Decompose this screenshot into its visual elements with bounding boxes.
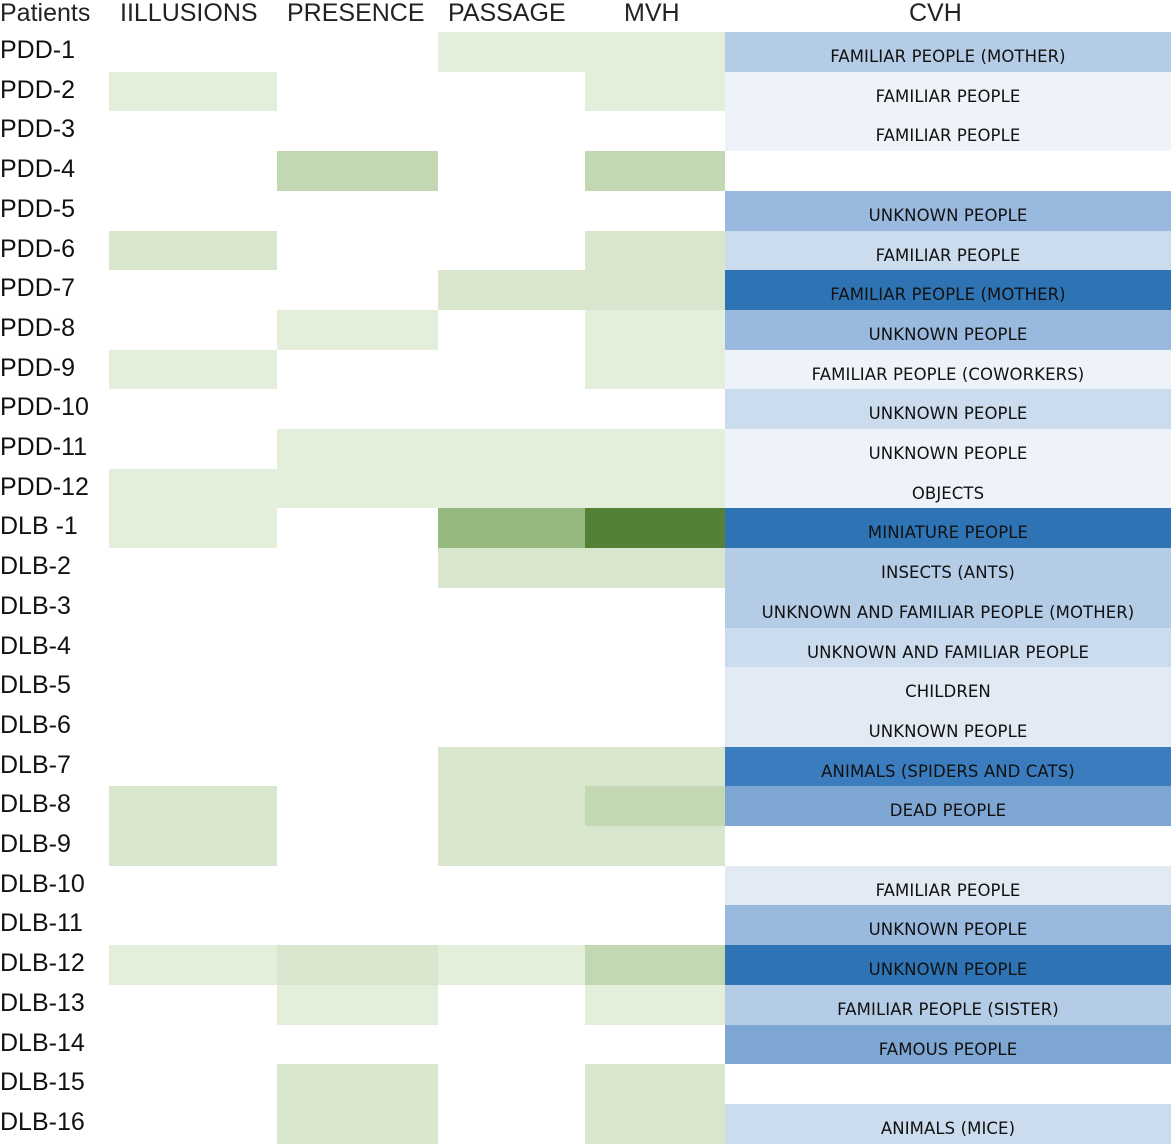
heatmap-cell-mvh (585, 588, 725, 628)
heatmap-cell-passage (438, 786, 585, 826)
heatmap-cell-iillusions (109, 548, 277, 588)
cvh-label: FAMILIAR PEOPLE (875, 880, 1021, 900)
heatmap-cell-mvh (585, 707, 725, 747)
heatmap-cell-passage (438, 389, 585, 429)
heatmap-cell-mvh (585, 508, 725, 548)
heatmap-cell-mvh (585, 945, 725, 985)
heatmap-cell-presence (277, 508, 438, 548)
heatmap-cell-presence (277, 826, 438, 866)
heatmap-cell-cvh (725, 151, 1171, 191)
heatmap-cell-mvh (585, 866, 725, 906)
heatmap-cell-passage (438, 111, 585, 151)
row-label: DLB-12 (0, 949, 85, 978)
row-label: PDD-12 (0, 472, 89, 501)
heatmap-cell-presence (277, 429, 438, 469)
heatmap-cell-presence (277, 1064, 438, 1104)
cvh-label: UNKNOWN PEOPLE (868, 721, 1028, 741)
row-label: DLB-14 (0, 1028, 85, 1057)
row-label: PDD-2 (0, 75, 76, 104)
row-label: DLB-8 (0, 790, 71, 819)
heatmap-cell-iillusions (109, 985, 277, 1025)
heatmap-cell-presence (277, 72, 438, 112)
row-label: PDD-1 (0, 36, 76, 64)
row-label: PDD-5 (0, 194, 76, 223)
heatmap-cell-passage (438, 548, 585, 588)
cvh-label: UNKNOWN PEOPLE (868, 404, 1028, 424)
heatmap-cell-presence (277, 1104, 438, 1144)
cvh-label: FAMILIAR PEOPLE (SISTER) (837, 999, 1059, 1019)
row-label: PDD-9 (0, 353, 76, 382)
heatmap-cell-presence (277, 945, 438, 985)
row-label: DLB-6 (0, 710, 71, 739)
heatmap-cell-iillusions (109, 231, 277, 271)
heatmap-cell-presence (277, 786, 438, 826)
cvh-label: UNKNOWN AND FAMILIAR PEOPLE (MOTHER) (761, 602, 1135, 622)
row-label: DLB-9 (0, 830, 71, 858)
heatmap-cell-iillusions (109, 588, 277, 628)
header-mvh: MVH (624, 0, 680, 27)
heatmap-cell-mvh (585, 667, 725, 707)
heatmap-cell-iillusions (109, 826, 277, 866)
header-cvh: CVH (909, 0, 962, 27)
row-label: DLB-15 (0, 1068, 85, 1097)
heatmap-cell-iillusions (109, 270, 277, 310)
heatmap-cell-passage (438, 270, 585, 310)
heatmap-cell-presence (277, 667, 438, 707)
heatmap-cell-mvh (585, 826, 725, 866)
heatmap-cell-presence (277, 469, 438, 509)
heatmap-cell-mvh (585, 151, 725, 191)
heatmap-cell-passage (438, 191, 585, 231)
heatmap-cell-iillusions (109, 72, 277, 112)
cvh-label: UNKNOWN PEOPLE (868, 444, 1028, 463)
heatmap-cell-mvh (585, 1104, 725, 1144)
cvh-label: UNKNOWN PEOPLE (868, 960, 1028, 980)
heatmap-cell-mvh (585, 747, 725, 787)
row-label: PDD-6 (0, 234, 76, 263)
row-label: PDD-4 (0, 155, 76, 184)
heatmap-cell-presence (277, 866, 438, 906)
heatmap-cell-mvh (585, 310, 725, 350)
cvh-label: FAMILIAR PEOPLE (875, 126, 1021, 146)
heatmap-cell-presence (277, 1025, 438, 1065)
header-passage: PASSAGE (448, 0, 566, 27)
row-label: DLB-10 (0, 869, 85, 898)
heatmap-cell-passage (438, 866, 585, 906)
heatmap-cell-mvh (585, 389, 725, 429)
cvh-label: FAMILIAR PEOPLE (MOTHER) (830, 285, 1066, 305)
cvh-label: FAMILIAR PEOPLE (875, 86, 1021, 106)
heatmap-cell-presence (277, 151, 438, 191)
heatmap-cell-iillusions (109, 111, 277, 151)
heatmap-cell-iillusions (109, 905, 277, 945)
header-illusions: IILLUSIONS (120, 0, 258, 27)
heatmap-cell-passage (438, 985, 585, 1025)
cvh-label: FAMILIAR PEOPLE (COWORKERS) (811, 364, 1085, 384)
heatmap-cell-passage (438, 707, 585, 747)
header-presence: PRESENCE (287, 0, 425, 27)
heatmap-cell-passage (438, 628, 585, 668)
heatmap-cell-cvh (725, 1064, 1171, 1104)
heatmap-cell-passage (438, 905, 585, 945)
row-label: DLB-5 (0, 671, 71, 700)
cvh-label: MINIATURE PEOPLE (867, 523, 1029, 543)
row-label: PDD-10 (0, 393, 89, 422)
row-label: DLB-11 (0, 909, 83, 938)
heatmap-cell-presence (277, 905, 438, 945)
heatmap-cell-passage (438, 350, 585, 390)
heatmap-cell-mvh (585, 350, 725, 390)
row-label: DLB-16 (0, 1107, 85, 1136)
heatmap-cell-iillusions (109, 32, 277, 72)
row-label: PDD-8 (0, 313, 76, 342)
heatmap-cell-mvh (585, 72, 725, 112)
heatmap-cell-iillusions (109, 1064, 277, 1104)
cvh-label: FAMILIAR PEOPLE (MOTHER) (830, 47, 1066, 66)
row-label: DLB-4 (0, 631, 71, 660)
cvh-label: OBJECTS (911, 483, 985, 503)
heatmap-cell-mvh (585, 1025, 725, 1065)
heatmap-cell-passage (438, 1104, 585, 1144)
row-label: PDD-3 (0, 115, 76, 144)
heatmap-cell-passage (438, 1025, 585, 1065)
heatmap-cell-presence (277, 191, 438, 231)
heatmap-cell-mvh (585, 191, 725, 231)
heatmap-cell-presence (277, 985, 438, 1025)
cvh-label: DEAD PEOPLE (889, 801, 1007, 821)
row-label: PDD-7 (0, 274, 76, 303)
heatmap-cell-mvh (585, 905, 725, 945)
heatmap-cell-mvh (585, 628, 725, 668)
heatmap-cell-iillusions (109, 469, 277, 509)
heatmap-cell-cvh (725, 826, 1171, 866)
row-label: PDD-11 (0, 433, 88, 461)
cvh-label: INSECTS (ANTS) (881, 563, 1015, 583)
heatmap-cell-iillusions (109, 310, 277, 350)
heatmap-cell-mvh (585, 111, 725, 151)
heatmap-cell-passage (438, 826, 585, 866)
heatmap-cell-iillusions (109, 389, 277, 429)
heatmap-cell-presence (277, 231, 438, 271)
heatmap-cell-passage (438, 945, 585, 985)
heatmap-cell-presence (277, 350, 438, 390)
heatmap-cell-mvh (585, 985, 725, 1025)
row-label: DLB-13 (0, 988, 85, 1017)
row-label: DLB -1 (0, 512, 78, 541)
heatmap-cell-mvh (585, 786, 725, 826)
cvh-label: UNKNOWN PEOPLE (868, 324, 1028, 344)
heatmap-cell-mvh (585, 231, 725, 271)
heatmap-cell-mvh (585, 1064, 725, 1104)
cvh-label: UNKNOWN AND FAMILIAR PEOPLE (806, 642, 1090, 662)
heatmap-cell-presence (277, 389, 438, 429)
heatmap-cell-iillusions (109, 747, 277, 787)
cvh-label: UNKNOWN PEOPLE (868, 205, 1028, 225)
cvh-label: ANIMALS (SPIDERS AND CATS) (821, 761, 1075, 781)
heatmap-cell-passage (438, 429, 585, 469)
heatmap-cell-presence (277, 548, 438, 588)
heatmap-cell-iillusions (109, 866, 277, 906)
heatmap-cell-iillusions (109, 1104, 277, 1144)
heatmap-cell-passage (438, 508, 585, 548)
heatmap-cell-mvh (585, 270, 725, 310)
heatmap-cell-passage (438, 469, 585, 509)
heatmap-cell-passage (438, 231, 585, 271)
heatmap-cell-iillusions (109, 1025, 277, 1065)
heatmap-cell-passage (438, 588, 585, 628)
cvh-label: UNKNOWN PEOPLE (868, 920, 1028, 940)
heatmap-cell-passage (438, 32, 585, 72)
cvh-label: ANIMALS (MICE) (880, 1118, 1016, 1138)
row-label: DLB-7 (0, 750, 71, 779)
heatmap-cell-presence (277, 111, 438, 151)
cvh-label: FAMILIAR PEOPLE (875, 245, 1021, 265)
heatmap-cell-iillusions (109, 429, 277, 469)
heatmap-cell-passage (438, 151, 585, 191)
heatmap-cell-presence (277, 270, 438, 310)
row-label: DLB-3 (0, 591, 71, 620)
heatmap-cell-presence (277, 310, 438, 350)
heatmap-cell-mvh (585, 32, 725, 72)
heatmap-cell-presence (277, 32, 438, 72)
heatmap-cell-iillusions (109, 707, 277, 747)
heatmap-cell-iillusions (109, 786, 277, 826)
heatmap-cell-passage (438, 667, 585, 707)
heatmap-cell-presence (277, 628, 438, 668)
heatmap-cell-passage (438, 310, 585, 350)
heatmap-cell-iillusions (109, 350, 277, 390)
heatmap-cell-iillusions (109, 191, 277, 231)
heatmap-cell-passage (438, 1064, 585, 1104)
heatmap-cell-iillusions (109, 945, 277, 985)
heatmap-cell-iillusions (109, 628, 277, 668)
heatmap-cell-passage (438, 72, 585, 112)
heatmap-cell-iillusions (109, 508, 277, 548)
header-patients: Patients (0, 0, 91, 27)
heatmap-cell-presence (277, 707, 438, 747)
cvh-label: CHILDREN (905, 682, 991, 702)
heatmap-cell-iillusions (109, 151, 277, 191)
heatmap-cell-mvh (585, 548, 725, 588)
heatmap-cell-passage (438, 747, 585, 787)
heatmap-cell-presence (277, 588, 438, 628)
heatmap-cell-mvh (585, 469, 725, 509)
heatmap-cell-presence (277, 747, 438, 787)
heatmap-cell-iillusions (109, 667, 277, 707)
cvh-label: FAMOUS PEOPLE (878, 1039, 1018, 1059)
heatmap-cell-mvh (585, 429, 725, 469)
row-label: DLB-2 (0, 552, 71, 581)
